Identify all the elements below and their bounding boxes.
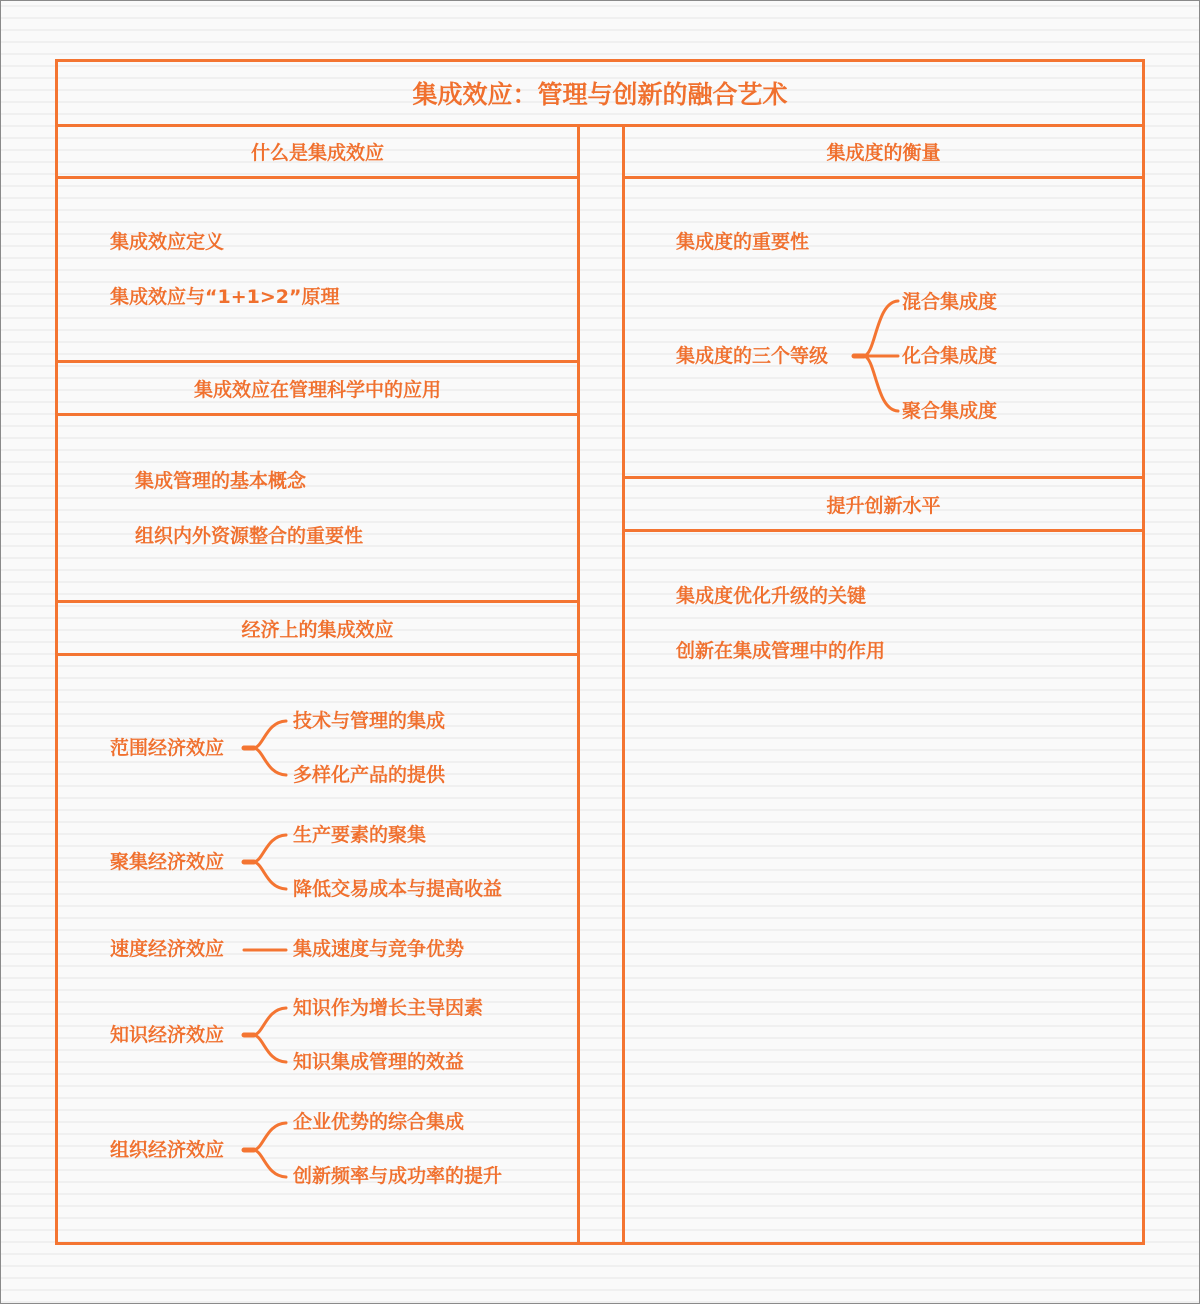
- list-item: 集成度优化升级的关键: [676, 585, 867, 607]
- group-child: 化合集成度: [902, 345, 998, 367]
- section-header-economic: 经济上的集成效应: [55, 600, 580, 656]
- group-child: 企业优势的综合集成: [293, 1111, 465, 1133]
- group-child: 降低交易成本与提高收益: [293, 878, 503, 900]
- group-label: 知识经济效应: [110, 1024, 225, 1046]
- group-label: 聚集经济效应: [110, 851, 225, 873]
- group-child: 知识集成管理的效益: [293, 1051, 465, 1073]
- brace-connector-icon: [240, 718, 290, 778]
- brace-connector-icon: [240, 1005, 290, 1065]
- group-child: 集成速度与竞争优势: [293, 938, 465, 960]
- group-child: 技术与管理的集成: [293, 710, 446, 732]
- group-child: 聚合集成度: [902, 400, 998, 422]
- group-child: 混合集成度: [902, 291, 998, 313]
- column-gap: [577, 124, 625, 1245]
- brace-connector-icon: [240, 832, 290, 892]
- group-label: 集成度的三个等级: [676, 345, 829, 367]
- section-header-management: 集成效应在管理科学中的应用: [55, 360, 580, 416]
- group-child: 知识作为增长主导因素: [293, 997, 484, 1019]
- list-item: 集成效应与“1+1>2”原理: [110, 286, 340, 308]
- group-child: 生产要素的聚集: [293, 824, 427, 846]
- group-child: 多样化产品的提供: [293, 764, 446, 786]
- group-label: 组织经济效应: [110, 1139, 225, 1161]
- list-item: 创新在集成管理中的作用: [676, 640, 886, 662]
- group-label: 范围经济效应: [110, 737, 225, 759]
- section-header-what-is: 什么是集成效应: [55, 124, 580, 179]
- section-header-innovation: 提升创新水平: [622, 476, 1145, 532]
- page-title: 集成效应：管理与创新的融合艺术: [55, 59, 1145, 127]
- group-label: 速度经济效应: [110, 938, 225, 960]
- list-item: 集成度的重要性: [676, 231, 810, 253]
- list-item: 组织内外资源整合的重要性: [135, 525, 364, 547]
- line-connector-icon: [240, 940, 290, 960]
- right-column: [622, 124, 1145, 1245]
- brace-connector-icon: [240, 1120, 290, 1180]
- group-child: 创新频率与成功率的提升: [293, 1165, 503, 1187]
- brace-connector-icon: [850, 298, 902, 414]
- section-header-measurement: 集成度的衡量: [622, 124, 1145, 179]
- list-item: 集成效应定义: [110, 231, 225, 253]
- list-item: 集成管理的基本概念: [135, 470, 307, 492]
